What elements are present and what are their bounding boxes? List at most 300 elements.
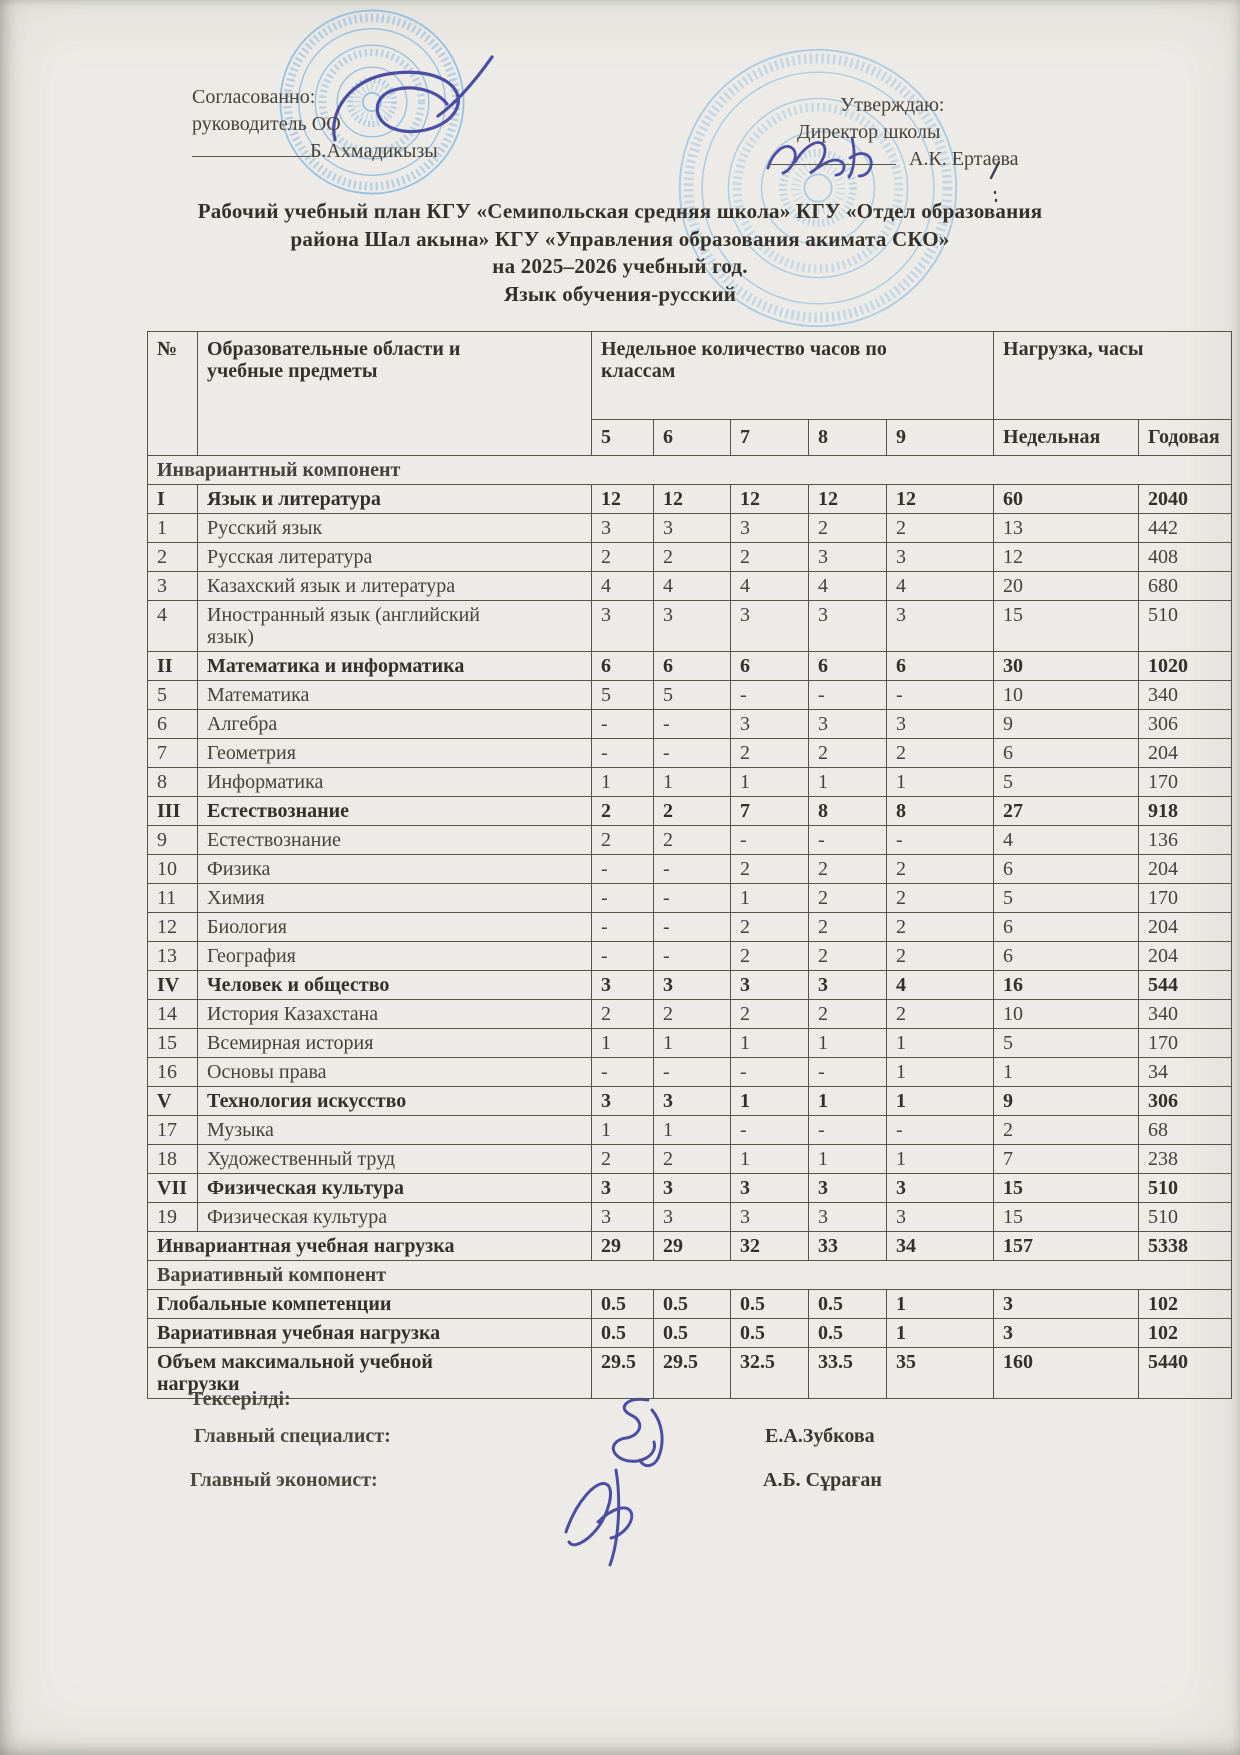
total-label-text: Вариативная учебная нагрузка [157,1322,441,1344]
subject-label [198,1029,592,1058]
hours-class-5: - [592,942,654,971]
signature-line [768,146,896,165]
hours-class-9: 1 [887,1145,994,1174]
row-num: 17 [148,1116,198,1145]
weekly-total: 60 [994,485,1139,514]
approval-right-line2: Директор школы [797,121,941,143]
hours-class-9: 3 [887,1203,994,1232]
hours-class-9: 3 [887,601,994,652]
subject-label [198,739,592,768]
hours-class-6: 3 [654,601,731,652]
hours-class-8: 3 [809,601,887,652]
yearly-total: 204 [1139,739,1232,768]
approval-left-line2: руководитель ОО [192,113,341,135]
yearly-total: 510 [1139,601,1232,652]
hours-class-7: 2 [731,1000,809,1029]
col-header-yearly: Годовая [1139,420,1232,456]
yearly-total: 442 [1139,514,1232,543]
col-header-weekly-hours [592,332,994,420]
signatory-name-2: А.Б. Сұраған [763,1469,882,1491]
hours-class-9: 2 [887,1000,994,1029]
approval-left-line1: Согласованно: [192,86,316,108]
signatory-label-1: Главный специалист: [194,1425,391,1447]
hours-class-7: - [731,1116,809,1145]
weekly-total: 20 [994,572,1139,601]
row-num: 4 [148,601,198,652]
hours-class-8: 1 [809,768,887,797]
hours-class-7: 1 [731,1029,809,1058]
hours-class-5: - [592,1058,654,1087]
row-num: 18 [148,1145,198,1174]
weekly-total: 6 [994,913,1139,942]
hours-class-9: 2 [887,942,994,971]
weekly-total: 5 [994,768,1139,797]
row-num: 6 [148,710,198,739]
col-header-class-7: 7 [731,420,809,456]
hours-class-6: - [654,942,731,971]
hours-class-8: 0.5 [809,1290,887,1319]
hours-class-5: 3 [592,601,654,652]
hours-class-5: 0.5 [592,1290,654,1319]
total-label [148,1290,592,1319]
weekly-total: 4 [994,826,1139,855]
row-num: V [148,1087,198,1116]
title-line1: Рабочий учебный план КГУ «Семипольская средняя школа» КГУ «Отдел образования [197,199,1043,223]
approval-right-line2-wrap [797,119,940,146]
yearly-total: 102 [1139,1290,1232,1319]
hours-class-7: 4 [731,572,809,601]
hours-class-6: - [654,1058,731,1087]
weekly-total: 15 [994,1203,1139,1232]
hours-class-8: - [809,681,887,710]
subject-label-text: Русская литература [207,546,373,568]
hours-class-6: 2 [654,1000,731,1029]
weekly-total: 9 [994,710,1139,739]
subject-label-text: Математика [207,684,310,706]
hours-class-7: 0.5 [731,1290,809,1319]
row-num: 7 [148,739,198,768]
subject-label [198,1203,592,1232]
yearly-total: 340 [1139,681,1232,710]
subject-label [198,797,592,826]
hours-class-9: 2 [887,913,994,942]
row-num: 5 [148,681,198,710]
yearly-total: 136 [1139,826,1232,855]
hours-class-8: 2 [809,855,887,884]
hours-class-7: 0.5 [731,1319,809,1348]
hours-class-5: 29 [592,1232,654,1261]
total-label-text: Инвариантная учебная нагрузка [157,1235,455,1257]
yearly-total: 340 [1139,1000,1232,1029]
hours-class-8: 1 [809,1087,887,1116]
table-row [148,942,1232,971]
subject-label [198,1116,592,1145]
table-row [148,913,1232,942]
weekly-total: 12 [994,543,1139,572]
subject-label [198,1058,592,1087]
document-title [0,198,1240,308]
yearly-total: 918 [1139,797,1232,826]
subject-label [198,485,592,514]
subject-label-text: Иностранный язык (английский язык) [207,604,480,648]
subject-label-text: Казахский язык и литература [207,575,456,597]
col-header-subject [198,332,592,456]
curriculum-table [147,331,1232,1399]
hours-class-7: 3 [731,1203,809,1232]
hours-class-9: 1 [887,1290,994,1319]
hours-class-6: - [654,913,731,942]
hours-class-5: - [592,739,654,768]
hours-class-5: - [592,855,654,884]
table-row [148,971,1232,1000]
subject-label-text: Физическая культура [207,1177,405,1199]
hours-class-6: - [654,855,731,884]
table-row [148,543,1232,572]
col-header-weekly-hours-text: Недельное количество часов по классам [601,338,887,382]
subject-label-text: Физическая культура [207,1206,388,1228]
hours-class-6: - [654,739,731,768]
hours-class-7: 1 [731,884,809,913]
hours-class-5: - [592,913,654,942]
plan-table-body [148,456,1232,1399]
col-header-class-9: 9 [887,420,994,456]
row-num: 1 [148,514,198,543]
hours-class-7: 1 [731,1145,809,1174]
total-label-text: Глобальные компетенции [157,1293,392,1315]
total-label [148,1232,592,1261]
title-line2: района Шал акына» КГУ «Управления образования акимата СКО» [290,226,950,251]
hours-class-6: 2 [654,543,731,572]
subject-label-text: География [207,945,296,967]
hours-class-7: 7 [731,797,809,826]
hours-class-8: 3 [809,1203,887,1232]
table-row [148,1290,1232,1319]
table-row [148,710,1232,739]
row-num: 11 [148,884,198,913]
col-header-num: № [148,332,198,456]
hours-class-6: 3 [654,1174,731,1203]
hours-class-8: - [809,1058,887,1087]
yearly-total: 5338 [1139,1232,1232,1261]
subject-label-text: Информатика [207,771,324,793]
table-row [148,1232,1232,1261]
signature-line [192,138,310,157]
subject-label [198,884,592,913]
hours-class-6: - [654,884,731,913]
title-line3: на 2025–2026 учебный год. [492,254,748,278]
table-row [148,485,1232,514]
yearly-total: 306 [1139,710,1232,739]
hours-class-5: - [592,710,654,739]
subject-label [198,1087,592,1116]
hours-class-5: 3 [592,1203,654,1232]
hours-class-7: 1 [731,1087,809,1116]
yearly-total: 170 [1139,884,1232,913]
hours-class-6: - [654,710,731,739]
hours-class-8: 2 [809,514,887,543]
table-row [148,601,1232,652]
yearly-total: 544 [1139,971,1232,1000]
approval-left-line3 [192,138,438,165]
table-row [148,652,1232,681]
hours-class-5: 0.5 [592,1319,654,1348]
hours-class-7: - [731,1058,809,1087]
hours-class-7: 32 [731,1232,809,1261]
hours-class-6: 1 [654,1029,731,1058]
hours-class-9: - [887,826,994,855]
hours-class-9: 1 [887,1029,994,1058]
hours-class-8: - [809,1116,887,1145]
hours-class-9: 34 [887,1232,994,1261]
total-label-text: Объем максимальной учебной нагрузки [157,1351,433,1395]
subject-label-text: Химия [207,887,265,909]
subject-label [198,1174,592,1203]
hours-class-8: 4 [809,572,887,601]
subject-label [198,543,592,572]
subject-label-text: Музыка [207,1119,274,1141]
weekly-total: 2 [994,1116,1139,1145]
hours-class-9: 12 [887,485,994,514]
subject-label-text: Естествознание [207,800,350,822]
col-header-class-6: 6 [654,420,731,456]
row-num: 19 [148,1203,198,1232]
yearly-total: 34 [1139,1058,1232,1087]
yearly-total: 5440 [1139,1348,1232,1399]
hours-class-8: 0.5 [809,1319,887,1348]
hours-class-7: 6 [731,652,809,681]
subject-label [198,572,592,601]
col-header-weekly: Недельная [994,420,1139,456]
yearly-total: 204 [1139,913,1232,942]
hours-class-9: 1 [887,1087,994,1116]
hours-class-5: 3 [592,1174,654,1203]
table-row [148,768,1232,797]
table-row [148,1116,1232,1145]
subject-label [198,1145,592,1174]
weekly-total: 6 [994,855,1139,884]
subject-label-text: Язык и литература [207,488,381,510]
table-row [148,1174,1232,1203]
hours-class-5: 2 [592,1145,654,1174]
subject-label-text: Биология [207,916,288,938]
hours-class-5: 1 [592,768,654,797]
hours-class-5: 5 [592,681,654,710]
section-row [148,1261,1232,1290]
yearly-total: 170 [1139,1029,1232,1058]
hours-class-6: 4 [654,572,731,601]
weekly-total: 9 [994,1087,1139,1116]
hours-class-8: 2 [809,739,887,768]
table-row [148,826,1232,855]
hours-class-7: 3 [731,971,809,1000]
hours-class-6: 2 [654,1145,731,1174]
hours-class-6: 3 [654,1087,731,1116]
hours-class-9: 2 [887,884,994,913]
hours-class-7: - [731,826,809,855]
hours-class-6: 2 [654,797,731,826]
yearly-total: 102 [1139,1319,1232,1348]
weekly-total: 16 [994,971,1139,1000]
hours-class-6: 29 [654,1232,731,1261]
weekly-total: 13 [994,514,1139,543]
table-row [148,1203,1232,1232]
hours-class-7: 1 [731,768,809,797]
hours-class-6: 0.5 [654,1319,731,1348]
row-num: 8 [148,768,198,797]
hours-class-8: 1 [809,1145,887,1174]
section-row [148,456,1232,485]
row-num: 10 [148,855,198,884]
approval-right-line3-wrap [768,146,1019,173]
weekly-total: 7 [994,1145,1139,1174]
hours-class-8: 8 [809,797,887,826]
hours-class-9: 1 [887,1058,994,1087]
hours-class-9: 2 [887,514,994,543]
hours-class-7: 32.5 [731,1348,809,1399]
table-row [148,1145,1232,1174]
hours-class-5: 3 [592,514,654,543]
subject-label [198,768,592,797]
hours-class-7: 3 [731,514,809,543]
row-num: IV [148,971,198,1000]
weekly-total: 15 [994,1174,1139,1203]
total-label [148,1319,592,1348]
col-header-class-5: 5 [592,420,654,456]
hours-class-5: 6 [592,652,654,681]
row-num: 14 [148,1000,198,1029]
yearly-total: 306 [1139,1087,1232,1116]
row-num: 13 [148,942,198,971]
hours-class-8: 2 [809,884,887,913]
row-num: 15 [148,1029,198,1058]
row-num: VII [148,1174,198,1203]
subject-label-text: История Казахстана [207,1003,379,1025]
hours-class-7: 3 [731,601,809,652]
hours-class-7: 3 [731,1174,809,1203]
hours-class-9: 2 [887,739,994,768]
hours-class-8: 12 [809,485,887,514]
subject-label-text: Геометрия [207,742,296,764]
subject-label [198,710,592,739]
hours-class-5: 2 [592,797,654,826]
subject-label-text: Человек и общество [207,974,390,996]
hours-class-9: 6 [887,652,994,681]
hours-class-5: 3 [592,1087,654,1116]
hours-class-8: 3 [809,1174,887,1203]
yearly-total: 510 [1139,1174,1232,1203]
row-num: II [148,652,198,681]
hours-class-8: 2 [809,1000,887,1029]
hours-class-8: 2 [809,913,887,942]
yearly-total: 204 [1139,855,1232,884]
hours-class-8: 33.5 [809,1348,887,1399]
yearly-total: 510 [1139,1203,1232,1232]
hours-class-7: 2 [731,543,809,572]
hours-class-6: 6 [654,652,731,681]
hours-class-8: 6 [809,652,887,681]
hours-class-7: 2 [731,942,809,971]
hours-class-9: 1 [887,768,994,797]
hours-class-6: 2 [654,826,731,855]
hours-class-7: 12 [731,485,809,514]
subject-label [198,681,592,710]
section-label: Инвариантный компонент [148,456,1232,485]
hours-class-9: - [887,1116,994,1145]
subject-label [198,1000,592,1029]
hours-class-5: 2 [592,543,654,572]
hours-class-9: 2 [887,855,994,884]
weekly-total: 10 [994,1000,1139,1029]
hours-class-5: 29.5 [592,1348,654,1399]
hours-class-6: 3 [654,514,731,543]
weekly-total: 5 [994,884,1139,913]
weekly-total: 160 [994,1348,1139,1399]
row-num: 12 [148,913,198,942]
director-name: А.К. Ертаева [909,148,1019,170]
hours-class-5: 2 [592,826,654,855]
table-row [148,1000,1232,1029]
table-row [148,572,1232,601]
hours-class-9: 4 [887,572,994,601]
subject-label-text: Математика и информатика [207,655,465,677]
approval-left-block [192,84,438,165]
hours-class-9: 8 [887,797,994,826]
title-line4: Язык обучения-русский [503,281,737,306]
hours-class-8: 2 [809,942,887,971]
hours-class-7: 3 [731,710,809,739]
hours-class-7: 2 [731,913,809,942]
hours-class-5: - [592,884,654,913]
weekly-total: 5 [994,1029,1139,1058]
row-num: 9 [148,826,198,855]
row-num: 16 [148,1058,198,1087]
hours-class-9: 3 [887,710,994,739]
signatory-label-2: Главный экономист: [190,1469,378,1491]
row-num: 3 [148,572,198,601]
checked-label: Тексерілді: [190,1388,291,1410]
hours-class-6: 1 [654,1116,731,1145]
yearly-total: 680 [1139,572,1232,601]
hours-class-5: 1 [592,1116,654,1145]
hours-class-8: - [809,826,887,855]
table-row [148,681,1232,710]
table-row [148,1087,1232,1116]
weekly-total: 3 [994,1290,1139,1319]
weekly-total: 3 [994,1319,1139,1348]
hours-class-6: 0.5 [654,1290,731,1319]
subject-label [198,971,592,1000]
hours-class-9: 35 [887,1348,994,1399]
hours-class-6: 3 [654,1203,731,1232]
yearly-total: 238 [1139,1145,1232,1174]
row-num: I [148,485,198,514]
hours-class-6: 12 [654,485,731,514]
signatory-name-1: Е.А.Зубкова [765,1425,875,1447]
table-row [148,884,1232,913]
yearly-total: 2040 [1139,485,1232,514]
approval-right-line1-wrap [840,92,944,119]
table-row [148,1058,1232,1087]
yearly-total: 204 [1139,942,1232,971]
row-num: 2 [148,543,198,572]
hours-class-5: 12 [592,485,654,514]
subject-label [198,826,592,855]
hours-class-5: 4 [592,572,654,601]
hours-class-9: 3 [887,1174,994,1203]
subject-label [198,514,592,543]
col-header-load: Нагрузка, часы [994,332,1232,420]
hours-class-8: 33 [809,1232,887,1261]
